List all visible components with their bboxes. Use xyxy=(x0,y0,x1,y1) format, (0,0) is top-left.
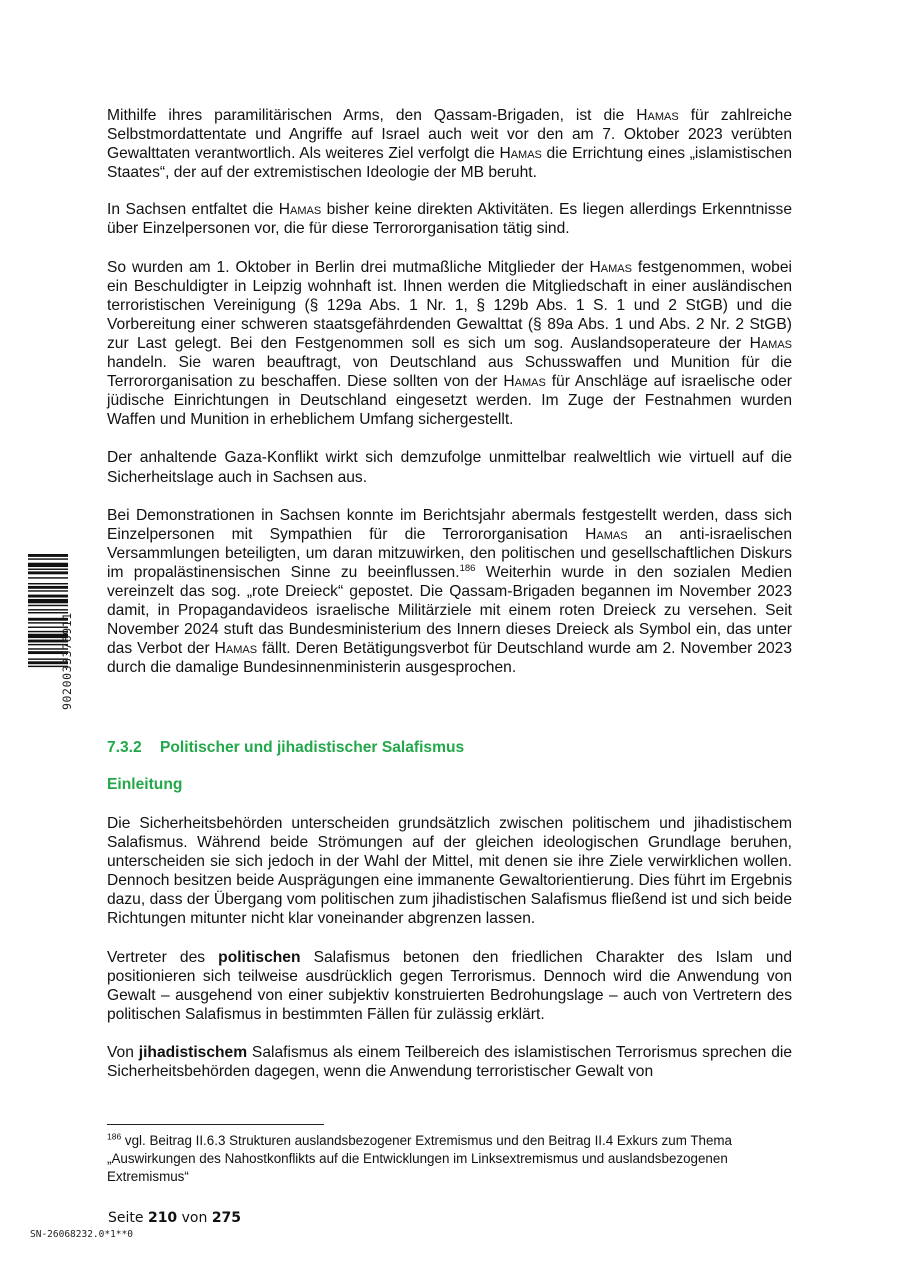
section-heading xyxy=(107,739,464,757)
section-number: 7.3.2 xyxy=(107,739,142,756)
paragraph-politischer-salafismus: Vertreter des politischen Salafismus betonen den friedlichen Charakter des Islam und positionieren sich teilweise ausdrücklich gegen Terrorismus. Dennoch wird die Anwendung von Gewalt – ausgehend von einer subjektiv konstruierten Bedrohungslage – auch von Vertretern des politischen Salafismus in bestimmten Fällen für zulässig erklärt. xyxy=(107,948,792,1023)
term-hamas: Hamas xyxy=(585,525,628,543)
term-hamas: Hamas xyxy=(589,258,632,276)
barcode-bar xyxy=(28,586,68,589)
barcode-bar xyxy=(28,609,68,610)
barcode-bar xyxy=(28,571,68,574)
paragraph-jihadistischer-salafismus: Von jihadistischem Salafismus als einem Teilbereich des islamistischen Terrorismus sprechen die Sicherheitsbehörden dagegen, wenn die Anwendung terroristischer Gewalt von xyxy=(107,1043,792,1081)
barcode-number: 9020033376911 xyxy=(60,612,74,710)
term-hamas: Hamas xyxy=(214,640,258,658)
barcode-bar xyxy=(28,595,68,598)
footnote-text: vgl. Beitrag II.6.3 Strukturen auslandsbezogener Extremismus und den Beitrag II.4 Exkurs zum Thema „Auswirkungen des Nahostkonflikts auf die Entwicklungen im Linksextremismus und auslandsbezogenen Extremismus“ xyxy=(107,1133,733,1184)
footnote-separator xyxy=(107,1124,324,1125)
document-body-continued xyxy=(107,814,792,1100)
bold-term-jihadistischem: jihadistischem xyxy=(138,1043,248,1061)
barcode-bar xyxy=(28,558,68,559)
term-hamas: Hamas xyxy=(499,145,542,163)
term-hamas: Hamas xyxy=(636,107,679,124)
document-body xyxy=(107,106,792,696)
subheading: Einleitung xyxy=(107,776,183,793)
total-pages: 275 xyxy=(211,1210,242,1226)
paragraph-salafismus-einleitung: Die Sicherheitsbehörden unterscheiden grundsätzlich zwischen politischem und jihadistischem Salafismus. Während beide Strömungen auf der gleichen ideologischen Grundlage beruhen, unterscheiden sie sich jedoch in der Wahl der Mittel, mit denen sie ihre Ziele verwirklichen wollen. Dennoch besitzen beide Ausprägungen eine immanente Gewaltorientierung. Dies führt im Ergebnis dazu, dass der Übergang vom politischen zum jihadistischen Salafismus fließend ist und sich beide Richtungen mitunter nicht klar voneinander abgrenzen lassen. xyxy=(107,815,792,928)
footnote-reference[interactable]: 186 xyxy=(459,562,476,574)
paragraph-festnahmen: So wurden am 1. Oktober in Berlin drei mutmaßliche Mitglieder der Hamas festgenommen, wobei ein Beschuldigter in Leipzig wohnhaft ist. Ihnen werden die Mitgliedschaft in einer ausländischen terroristischen Vereinigung (§ 129a Abs. 1 Nr. 1, § 129b Abs. 1 S. 1 und 2 StGB) und die Vorbereitung einer schweren staatsgefährdenden Gewalttat (§ 89a Abs. 1 und Abs. 2 Nr. 2 StGB) zur Last gelegt. Bei den Festgenommen soll es sich um sog. Auslandsoperateure der Hamas handeln. Sie waren beauftragt, von Deutschland aus Schusswaffen und Munition für die Terrororganisation zu beschaffen. Diese sollten von der Hamas für Anschläge auf israelische oder jüdische Einrichtungen in Deutschland eingesetzt werden. Im Zuge der Festnahmen wurden Waffen und Munition in erheblichem Umfang sichergestellt. xyxy=(107,258,792,429)
barcode-bar xyxy=(28,554,68,557)
current-page: 210 xyxy=(147,1210,178,1226)
bold-term-politischen: politischen xyxy=(218,948,301,966)
footnote-186 xyxy=(107,1132,792,1186)
paragraph-hamas-qassam: Mithilfe ihres paramilitärischen Arms, den Qassam-Brigaden, ist die Hamas für zahlreiche Selbstmordattentate und Angriffe auf Israel auch weit vor den am 7. Oktober 2023 verübten Gewalttaten verantwortlich. Als weiteres Ziel verfolgt die Hamas die Errichtung eines „islamistischen Staates“, der auf der extremistischen Ideologie der MB beruht. xyxy=(107,107,792,182)
term-hamas: Hamas xyxy=(749,334,792,352)
paragraph-gaza-konflikt: Der anhaltende Gaza-Konflikt wirkt sich demzufolge unmittelbar realweltlich wie virtuell auf die Sicherheitslage auch in Sachsen aus. xyxy=(107,449,792,486)
barcode-bar xyxy=(28,577,68,578)
barcode-bar xyxy=(28,563,68,567)
document-id: SN-26068232.0*1**0 xyxy=(30,1229,133,1240)
footnote-number: 186 xyxy=(107,1131,122,1142)
section-title: Politischer und jihadistischer Salafismus xyxy=(160,739,465,756)
term-hamas: Hamas xyxy=(503,373,546,391)
barcode-bar xyxy=(28,583,68,584)
paragraph-demonstrationen: Bei Demonstrationen in Sachsen konnte im Berichtsjahr abermals festgestellt werden, dass sich Einzelpersonen mit Sympathien für die Terrororganisation Hamas an anti-israelischen Versammlungen beteiligten, um daran mitzuwirken, den politischen und gesellschaftlichen Diskurs im propalästinensischen Sinne zu beeinflussen.$^{186}$ Weiterhin wurde in den sozialen Medien vereinzelt das sog. „rote Dreieck“ gepostet. Die Qassam-Brigaden begannen im November 2023 damit, in Propagandavideos israelische Militärziele mit einem roten Dreieck zu versehen. Seit November 2024 stuft das Bundesministerium des Innern dieses Dreieck als Symbol ein, das unter das Verbot der Hamas fällt. Deren Betätigungsverbot für Deutschland wurde am 2. November 2023 durch die damalige Bundesinnenministerin ausgesprochen. xyxy=(107,506,793,677)
barcode-bar xyxy=(28,605,68,606)
barcode-bar xyxy=(28,569,68,570)
term-hamas: Hamas xyxy=(278,201,322,219)
barcode-bar xyxy=(28,590,68,591)
barcode-bar xyxy=(28,599,68,603)
paragraph-sachsen: In Sachsen entfaltet die Hamas bisher keine direkten Aktivitäten. Es liegen allerdings Erkenntnisse über Einzelpersonen vor, die für diese Terrororganisation tätig sind. xyxy=(107,201,792,238)
page-number: Seite 210 von 275 xyxy=(108,1210,242,1226)
